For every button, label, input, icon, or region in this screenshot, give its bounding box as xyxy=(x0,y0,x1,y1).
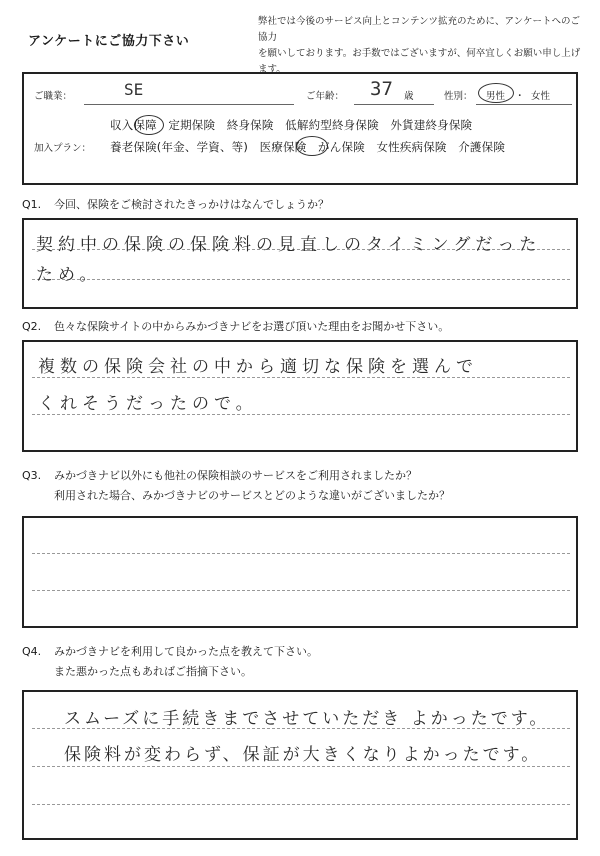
answer-box-4[interactable] xyxy=(22,690,578,840)
question-text: また悪かった点もあればご指摘下さい。 xyxy=(54,665,252,678)
question-text: みかづきナビ以外にも他社の保険相談のサービスをご利用されましたか？ xyxy=(54,469,417,482)
plan-row-1 xyxy=(110,117,472,133)
age-unit: 歳 xyxy=(404,91,414,102)
intro-text xyxy=(258,14,588,78)
plan-option[interactable]: 低解約型終身保険 xyxy=(285,118,379,132)
answer-rule xyxy=(32,377,570,378)
question-4 xyxy=(22,642,318,682)
plan-option[interactable]: 収入保障 xyxy=(110,118,157,132)
occupation-label: ご職業： xyxy=(34,91,73,102)
question-number: Q3. xyxy=(22,469,42,482)
answer-rule xyxy=(32,553,570,554)
survey-title: アンケートにご協力下さい xyxy=(28,34,190,49)
answer-box-1[interactable] xyxy=(22,218,578,309)
answer-line: スムーズに手続きまでさせていただき よかったです。 xyxy=(64,709,550,729)
question-text: 利用された場合、みかづきナビのサービスとどのような違いがございましたか？ xyxy=(54,489,450,502)
occupation-value[interactable]: SE xyxy=(124,80,144,99)
plan-option[interactable]: 終身保険 xyxy=(226,118,274,132)
question-3 xyxy=(22,466,450,506)
age-underline xyxy=(354,104,434,105)
question-number: Q2. xyxy=(22,320,42,333)
plan-option[interactable]: がん保険 xyxy=(318,140,365,154)
intro-line: を願いしております。お手数ではございますが、何卒宜しくお願い申し上げます。 xyxy=(258,48,581,75)
plan-option[interactable]: 女性疾病保険 xyxy=(376,140,447,154)
answer-rule xyxy=(32,414,570,415)
answer-rule xyxy=(32,279,570,280)
occupation-underline xyxy=(84,104,294,105)
answer-box-2[interactable] xyxy=(22,340,578,452)
plan-option[interactable]: 介護保険 xyxy=(458,140,506,154)
gender-female-option[interactable]: 女性 xyxy=(531,91,551,102)
question-text: 今回、保険をご検討されたきっかけはなんでしょうか？ xyxy=(54,198,329,211)
question-number: Q4. xyxy=(22,645,42,658)
age-label: ご年齢： xyxy=(306,91,345,102)
intro-line: 弊社では今後のサービス向上とコンテンツ拡充のために、アンケートへのご協力 xyxy=(258,16,580,43)
question-number: Q1. xyxy=(22,198,42,211)
question-text: 色々な保険サイトの中からみかづきナビをお選び頂いた理由をお聞かせ下さい。 xyxy=(54,320,450,333)
answer-line: くれそうだったので。 xyxy=(38,394,258,414)
age-value[interactable]: 37 xyxy=(370,78,393,100)
answer-line: 複数の保険会社の中から適切な保険を選んで xyxy=(38,357,478,377)
gender-male-option[interactable]: 男性 xyxy=(486,91,506,102)
answer-line: 保険料が変わらず、保証が大きくなりよかったです。 xyxy=(64,745,542,765)
plan-label: 加入プラン： xyxy=(34,143,92,154)
plan-option[interactable]: 外貨建終身保険 xyxy=(390,118,473,132)
plan-option[interactable]: 定期保険 xyxy=(168,118,216,132)
question-1 xyxy=(22,196,329,212)
question-text: みかづきナビを利用して良かった点を教えて下さい。 xyxy=(54,645,318,658)
gender-separator: ・ xyxy=(515,91,525,102)
answer-rule xyxy=(32,590,570,591)
plan-option[interactable]: 養老保険(年金、学資、等) xyxy=(110,140,249,154)
plan-option[interactable]: 医療保険 xyxy=(259,140,307,154)
answer-line: ため。 xyxy=(36,265,102,285)
answer-rule xyxy=(32,804,570,805)
answer-line: 契約中の保険の保険料の見直しのタイミングだった xyxy=(36,235,542,255)
answer-rule xyxy=(32,766,570,767)
gender-underline xyxy=(476,104,572,105)
gender-label: 性別： xyxy=(444,91,473,102)
profile-box xyxy=(22,72,578,185)
answer-box-3[interactable] xyxy=(22,516,578,628)
question-2 xyxy=(22,318,449,334)
plan-row-2 xyxy=(110,139,505,155)
